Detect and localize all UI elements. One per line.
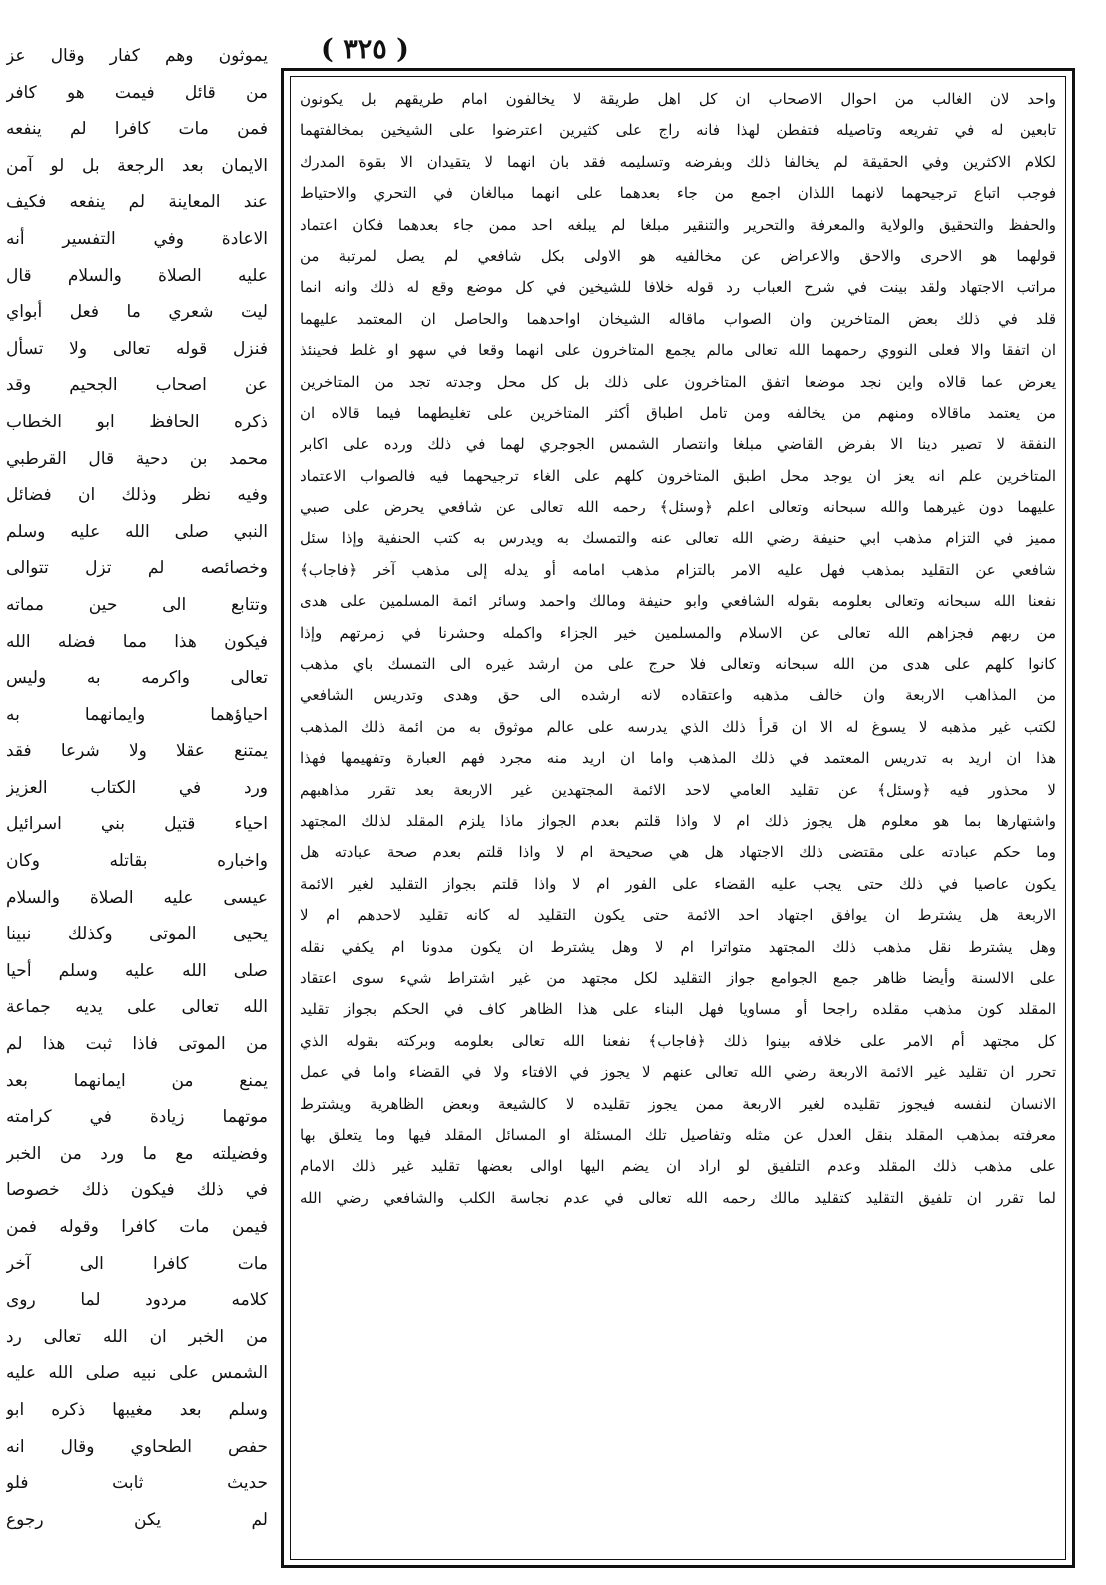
margin-text-line: الشمس على نبيه صلى الله عليه <box>6 1363 268 1384</box>
main-text-line: المتاخرين علم انه يعز ان يوجد محل اطبق المتاخرون كلهم على الغاء ترجيحهما فيه فالصواب الاعتماد <box>300 466 1056 485</box>
margin-text-line: لم يكن رجوع <box>6 1509 268 1530</box>
margin-text-line: يحيى الموتى وكذلك نبينا <box>6 924 268 945</box>
main-text-line: كل مجتهد أم الامر على خلافه بينوا ذلك ﴿فاجاب﴾ نفعنا الله تعالى بعلومه وبركته بقوله الذي <box>300 1031 1056 1050</box>
main-text-line: لكتب غير مذهبه لا يسوغ له الا ان قرأ ذلك الذي يدرسه على عالم موثوق به من ائمة ذلك المذهب <box>300 717 1056 736</box>
margin-text-line: وسلم بعد مغيبها ذكره ابو <box>6 1399 268 1420</box>
main-text-line: واحد لان الغالب من احوال الاصحاب ان كل اهل طريقة لا يخالفون امام طريقهم بل يكونون <box>300 90 1056 108</box>
margin-text-line: فنزل قوله تعالى ولا تسأل <box>6 338 268 359</box>
main-text-line: لكلام الاكثرين وفي الحقيقة لم يخالفا ذلك وبفرضه وتسليمه فقد بان انهما لا يتقيدان الا بقوة المدرك <box>300 152 1056 171</box>
margin-text-line: موتهما زيادة في كرامته <box>6 1107 268 1128</box>
margin-text-line: فيمن مات كافرا وقوله فمن <box>6 1217 268 1237</box>
main-text-line: وهل يشترط نقل مذهب ذلك المجتهد متواترا ام لا وهل يشترط ان يكون مدونا ام يكفي نقله <box>300 937 1056 956</box>
main-text-line: شافعي عن التقليد بمذهب فهل عليه الامر بالتزام مذهب امامه أو يدله إلى مذهب آخر ﴿فاجاب﴾ <box>300 560 1056 579</box>
main-text-line: لا محذور فيه ﴿وسئل﴾ عن تقليد العامي لاحد الائمة المجتهدين غير الاربعة بعد تقرر مذاهبهم <box>300 780 1056 799</box>
main-text-line: الاربعة هل يشترط ان يوافق اجتهاد احد الائمة حتى يكون التقليد له كانه تقليد لاحدهم ام لا <box>300 906 1056 925</box>
margin-text-line: فمن مات كافرا لم ينفعه <box>6 119 268 140</box>
main-text-line: عليهما دون غيرهما والله سبحانه وتعالى اعلم ﴿وسئل﴾ رحمه الله تعالى عن شافعي يحرض على صبي <box>300 498 1056 517</box>
main-text-line: تحرر ان تقليد غير الائمة الاربعة رضي الله تعالى عنهم لا يجوز في الافتاء ولا في القضاء واما في عمل <box>300 1063 1056 1082</box>
margin-text-line: احياء قتيل بني اسرائيل <box>6 814 268 835</box>
margin-text-line: تعالى واكرمه به وليس <box>6 668 268 689</box>
margin-commentary-column <box>6 38 268 1578</box>
main-text-line: والحفظ والتحقيق والولاية والمعرفة والتحرير والتنقير مبلغا لم يبلغه احد ممن جاء بعدهما فكان اعتماد <box>300 215 1056 234</box>
margin-text-line: من قائل فيمت هو كافر <box>6 82 268 103</box>
margin-text-line: احياؤهما وايمانهما به <box>6 704 268 725</box>
margin-text-line: عن اصحاب الجحيم وقد <box>6 375 268 396</box>
margin-text-line: الاعادة وفي التفسير أنه <box>6 228 268 249</box>
main-text-line: لما تقرر ان تلفيق التقليد كتقليد مالك رحمه الله تعالى في عدم نجاسة الكلب والشافعي رضي الله <box>300 1188 1056 1207</box>
margin-text-line: وفضيلته مع ما ورد من الخبر <box>6 1143 268 1164</box>
main-text-line: على الالسنة وأيضا ظاهر جمع الجوامع جواز التقليد لكل مجتهد من غير اشتراط شيء سوى اعتقاد <box>300 968 1056 987</box>
margin-text-line: وفيه نظر وذلك ان فضائل <box>6 485 268 506</box>
main-text-line: يعرض عما قالاه واين نجد موضعا اتفق المتاخرون على ذلك بل كل محل وجدته تجد من المتاخرين <box>300 372 1056 391</box>
margin-text-line: واخباره بقاتله وكان <box>6 851 268 872</box>
margin-text-line: كلامه مردود لما روى <box>6 1290 268 1311</box>
margin-text-line: ورد في الكتاب العزيز <box>6 777 268 798</box>
margin-text-line: محمد بن دحية قال القرطبي <box>6 448 268 469</box>
margin-text-line: ذكره الحافظ ابو الخطاب <box>6 411 268 432</box>
main-text-line: من يعتمد ماقالاه ومنهم من يخالفه ومن تامل اطباق أكثر المتاخرين على تغليطهما فيما قالاه ان <box>300 403 1056 422</box>
page-number: ( ٣٢٥ ) <box>321 34 409 65</box>
margin-text-line: الايمان بعد الرجعة بل لو آمن <box>6 155 268 176</box>
main-text-line: هذا ان اريد به تدريس المعتمد في ذلك المذهب واما ان اريد منه مجرد فهم العبارة وتفهيمها فهذا <box>300 749 1056 768</box>
margin-text-line: وخصائصه لم تزل تتوالى <box>6 558 268 579</box>
main-text-column <box>300 84 1056 1552</box>
margin-text-line: يمتنع عقلا ولا شرعا فقد <box>6 741 268 762</box>
margin-text-line: حفص الطحاوي وقال انه <box>6 1436 268 1457</box>
main-text-line: النفقة لا تصير دينا الا بفرض القاضي مبلغا وانتصار الشمس الجوجري لهما في ذلك ورده على اكابر <box>300 435 1056 454</box>
main-text-line: نفعنا الله سبحانه وتعالى بعلومه بقوله الشافعي وابو حنيفة ومالك واحمد وسائر ائمة المسلمين على هدى <box>300 592 1056 611</box>
margin-text-line: في ذلك فيكون ذلك خصوصا <box>6 1180 268 1201</box>
margin-text-line: وتتابع الى حين مماته <box>6 594 268 615</box>
margin-text-line: صلى الله عليه وسلم أحيا <box>6 960 268 981</box>
main-text-line: مميز في التزام مذهب ابي حنيفة رضي الله تعالى عنه والتمسك به ويدرس به كتب الحنفية وإذا سئل <box>300 529 1056 548</box>
margin-text-line: حديث ثابت فلو <box>6 1473 268 1494</box>
main-text-line: كانوا كلهم على هدى من الله سبحانه وتعالى فلا حرج على من ارشد غيره الى التمسك باي مذهب <box>300 655 1056 674</box>
main-text-line: على مذهب ذلك المقلد وعدم التلفيق لو اراد ان يضم اليها اوالى بعضها تقليد غير ذلك الامام <box>300 1157 1056 1176</box>
margin-text-line: يمنع من ايمانهما بعد <box>6 1070 268 1091</box>
margin-text-line: ليت شعري ما فعل أبواي <box>6 302 268 323</box>
margin-text-line: عليه الصلاة والسلام قال <box>6 265 268 286</box>
margin-text-line: عند المعاينة لم ينفعه فكيف <box>6 192 268 213</box>
margin-text-line: مات كافرا الى آخر <box>6 1253 268 1274</box>
main-text-line: فوجب اتباع ترجيحهما لانهما اللذان اجمع من جاء بعدهما على انهما مبالغان في التحري والاحتياط <box>300 184 1056 203</box>
main-text-line: معرفته بمذهب المقلد بنقل العدل عن مثله وتفاصيل تلك المسئلة او المسائل المقلد فيها وما يتعلق بها <box>300 1125 1056 1144</box>
margin-text-line: يموثون وهم كفار وقال عز <box>6 46 268 66</box>
main-text-line: قولهما هو الاحرى والاحق والاعراض عن مخالفيه هو الاولى بكل شافعي لم يصل لمرتبة من <box>300 246 1056 265</box>
main-text-line: الانسان لنفسه فيجوز تقليده لغير الاربعة ممن يجوز تقليده لا كالشيعة وبعض الظاهرية ويشترط <box>300 1094 1056 1113</box>
main-text-line: المقلد كون مذهب مقلده راجحا أو مساويا فهل البناء على هذا الظاهر كاف في الحكم بجواز تقليد <box>300 1000 1056 1019</box>
main-text-line: واشتهارها بما هو معلوم هل يجوز ذلك ام لا واذا قلتم بعدم الجواز ماذا يلزم المقلد لذلك المجتهد <box>300 811 1056 830</box>
main-text-line: تابعين له في تفريعه وتاصيله فتفطن لهذا فانه راج على كثيرين اعترضوا على الشيخين بمخالفتهما <box>300 121 1056 140</box>
margin-text-line: النبي صلى الله عليه وسلم <box>6 521 268 542</box>
main-text-line: من المذاهب الاربعة وان خالف مذهبه واعتقاده لانه ارشده الى حق وهدى وتدريس الشافعي <box>300 686 1056 705</box>
main-text-line: ان اتفقا والا فعلى النووي رحمهما الله تعالى مالم يجمع المتاخرون على انهما وقعا في سهو او غلط فحينئذ <box>300 341 1056 360</box>
margin-text-line: من الموتى فاذا ثبت هذا لم <box>6 1034 268 1055</box>
main-text-line: من ربهم فجزاهم الله تعالى عن الاسلام والمسلمين خير الجزاء واكمله وحشرنا في زمرتهم وإذا <box>300 623 1056 642</box>
margin-text-line: من الخبر ان الله تعالى رد <box>6 1326 268 1347</box>
main-text-line: قلد في ذلك بعض المتاخرين وان الصواب ماقاله الشيخان اواحدهما والحاصل ان المعتمد عليهما <box>300 309 1056 328</box>
margin-text-line: الله تعالى على يديه جماعة <box>6 997 268 1018</box>
main-text-line: مراتب الاجتهاد ولقد بينت في شرح العباب رد قوله خلافا للشيخين في كل موضع وقع له ذلك وانه انما <box>300 278 1056 297</box>
main-text-line: وما حكم عبادته على مقتضى ذلك الاجتهاد هل هي صحيحة ام لا واذا قلتم بعدم صحة عبادته هل <box>300 843 1056 862</box>
main-text-line: يكون عاصيا في ذلك حتى يجب عليه القضاء على الفور ام لا واذا قلتم بجواز التقليد لغير الائمة <box>300 874 1056 893</box>
margin-text-line: فيكون هذا مما فضله الله <box>6 631 268 652</box>
margin-text-line: عيسى عليه الصلاة والسلام <box>6 887 268 908</box>
